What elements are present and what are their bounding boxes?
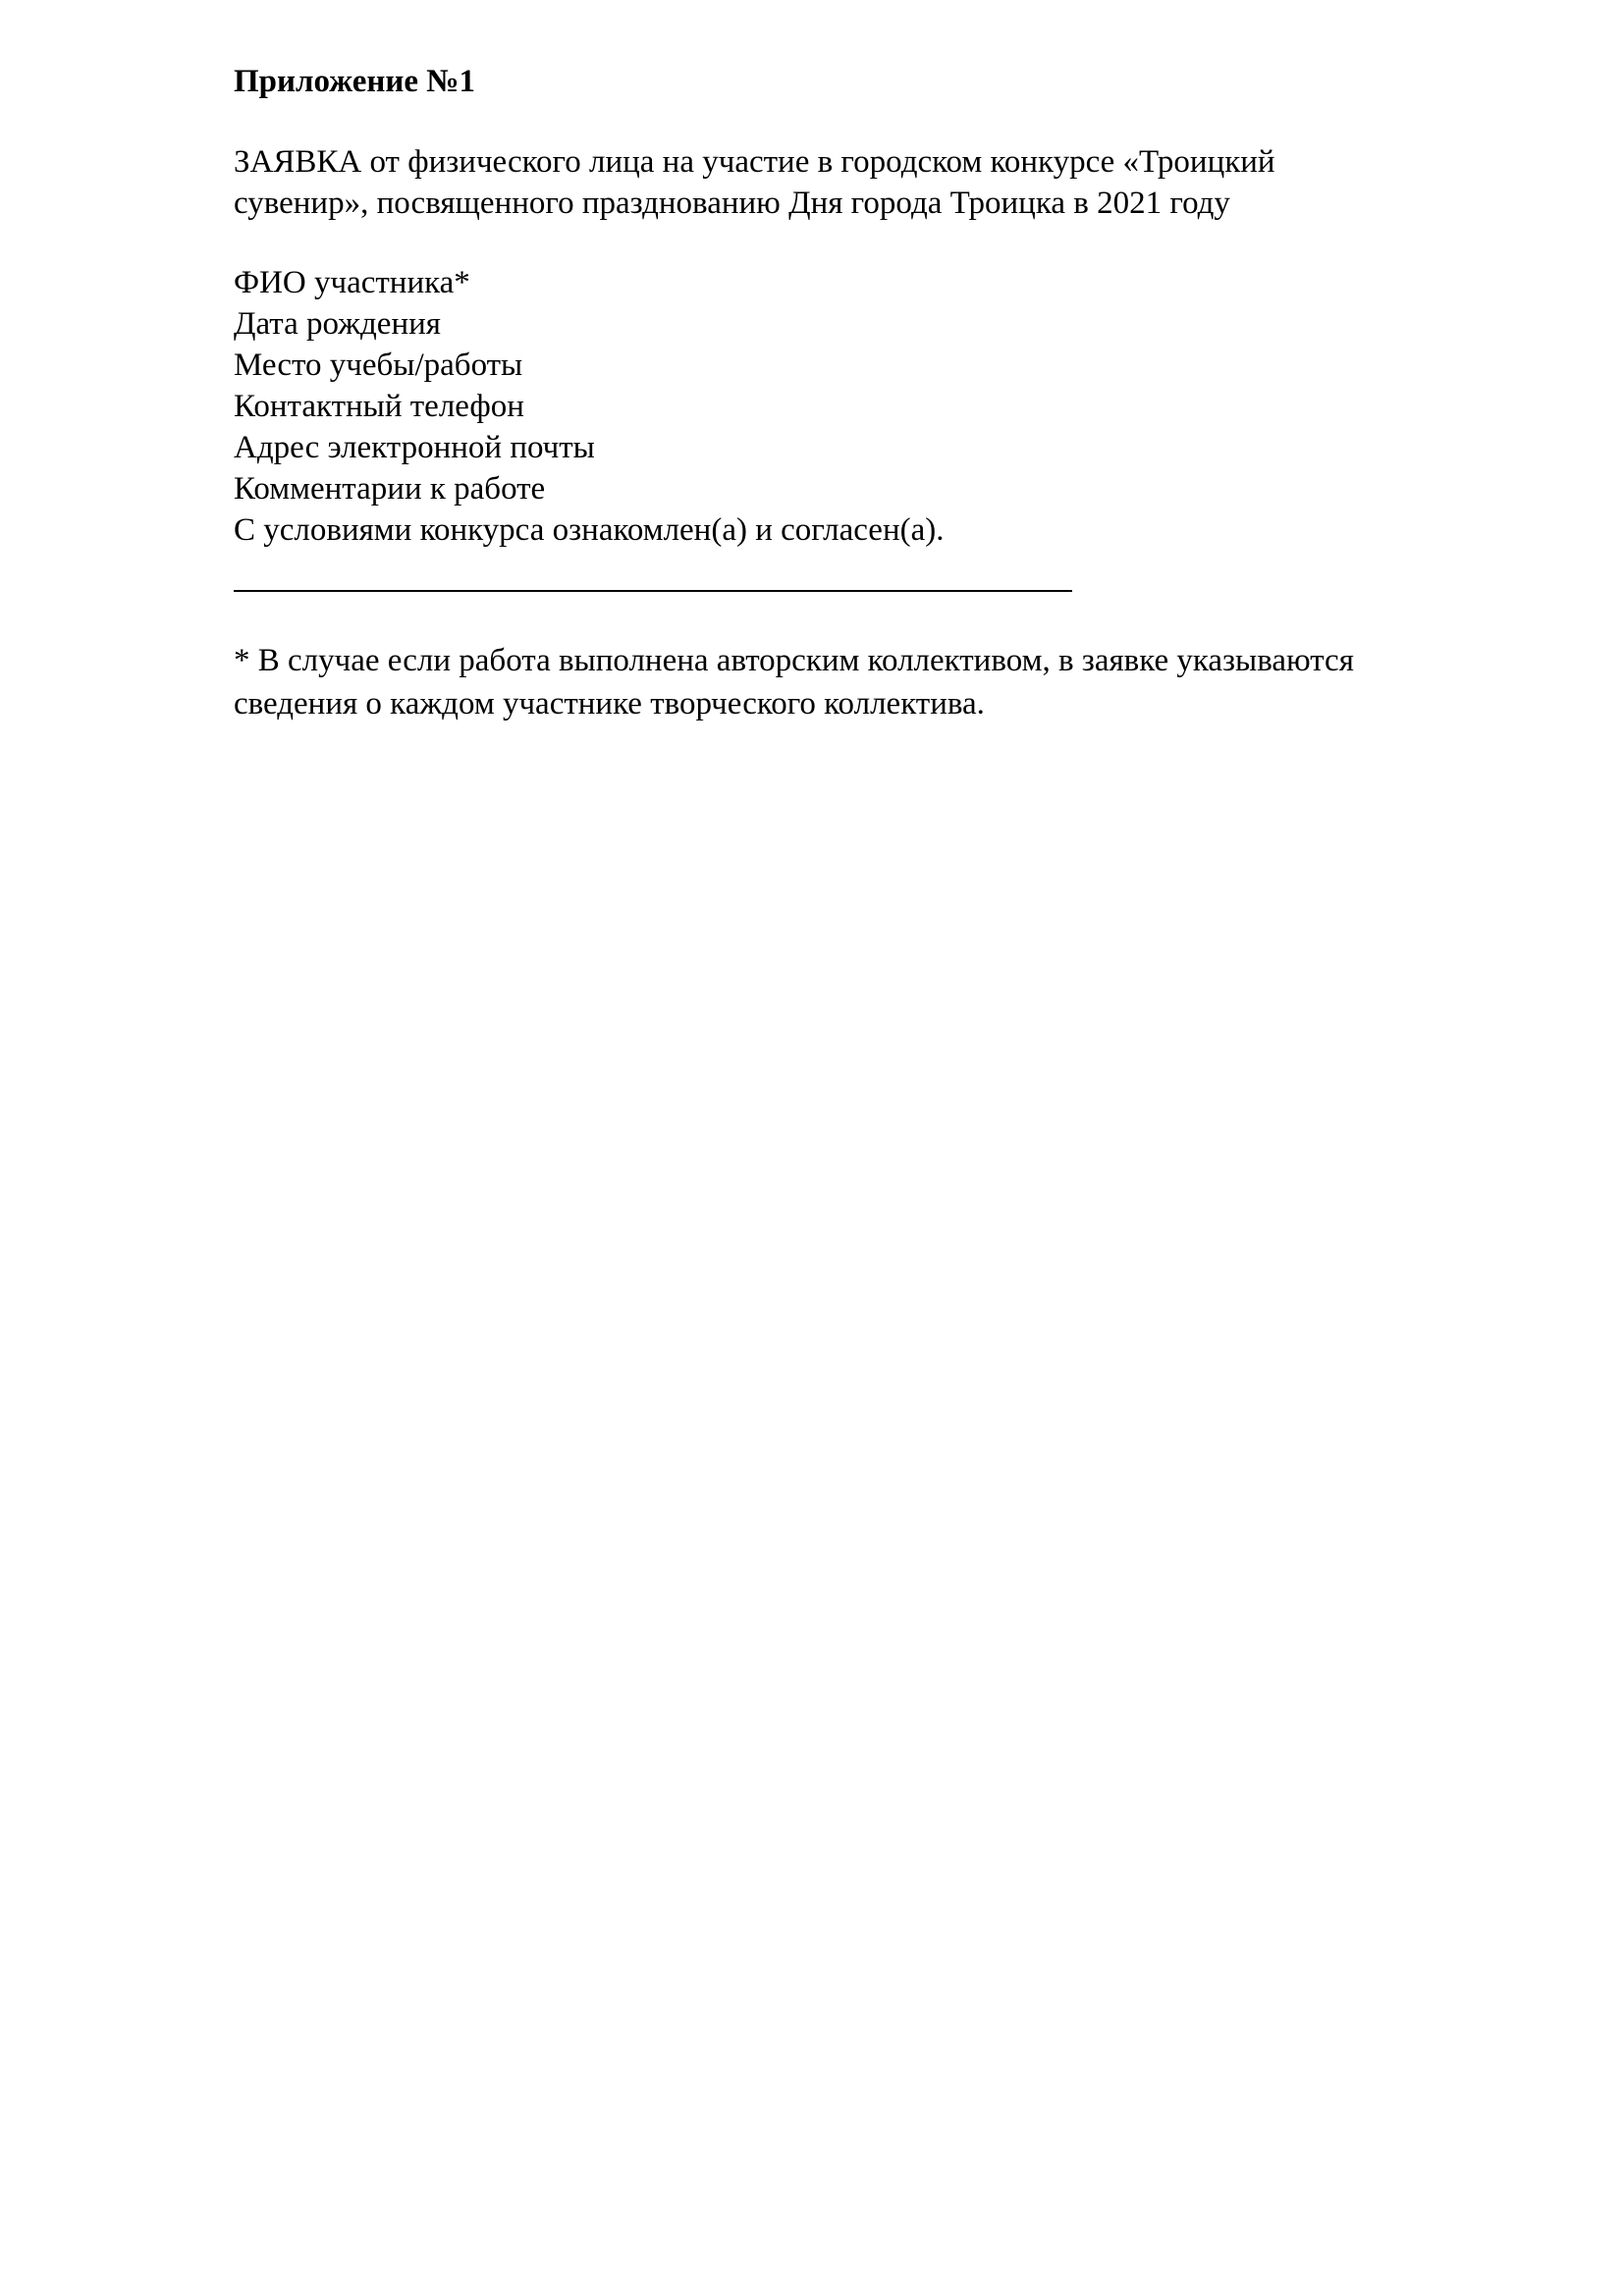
field-study-work-place: Место учебы/работы	[234, 347, 523, 383]
footnote	[234, 639, 1510, 725]
field-birth-date: Дата рождения	[234, 306, 441, 342]
footnote-line: * В случае если работа выполнена авторским коллективом, в заявке указываются	[234, 643, 1354, 678]
application-title	[234, 141, 1510, 224]
application-title-line: ЗАЯВКА от физического лица на участие в городском конкурсе «Троицкий	[234, 144, 1275, 180]
application-title-line: сувенир», посвященного празднованию Дня города Троицка в 2021 году	[234, 186, 1230, 221]
form-fields-list	[234, 262, 1510, 551]
field-email-address: Адрес электронной почты	[234, 430, 595, 465]
appendix-heading: Приложение №1	[234, 64, 475, 99]
footnote-line: сведения о каждом участнике творческого коллектива.	[234, 686, 985, 721]
signature-line	[234, 590, 1072, 592]
field-contact-phone: Контактный телефон	[234, 389, 524, 424]
field-participant-name: ФИО участника*	[234, 265, 470, 300]
document-content	[234, 61, 1510, 725]
field-work-comments: Комментарии к работе	[234, 471, 546, 507]
consent-statement: С условиями конкурса ознакомлен(а) и согласен(а).	[234, 512, 945, 548]
